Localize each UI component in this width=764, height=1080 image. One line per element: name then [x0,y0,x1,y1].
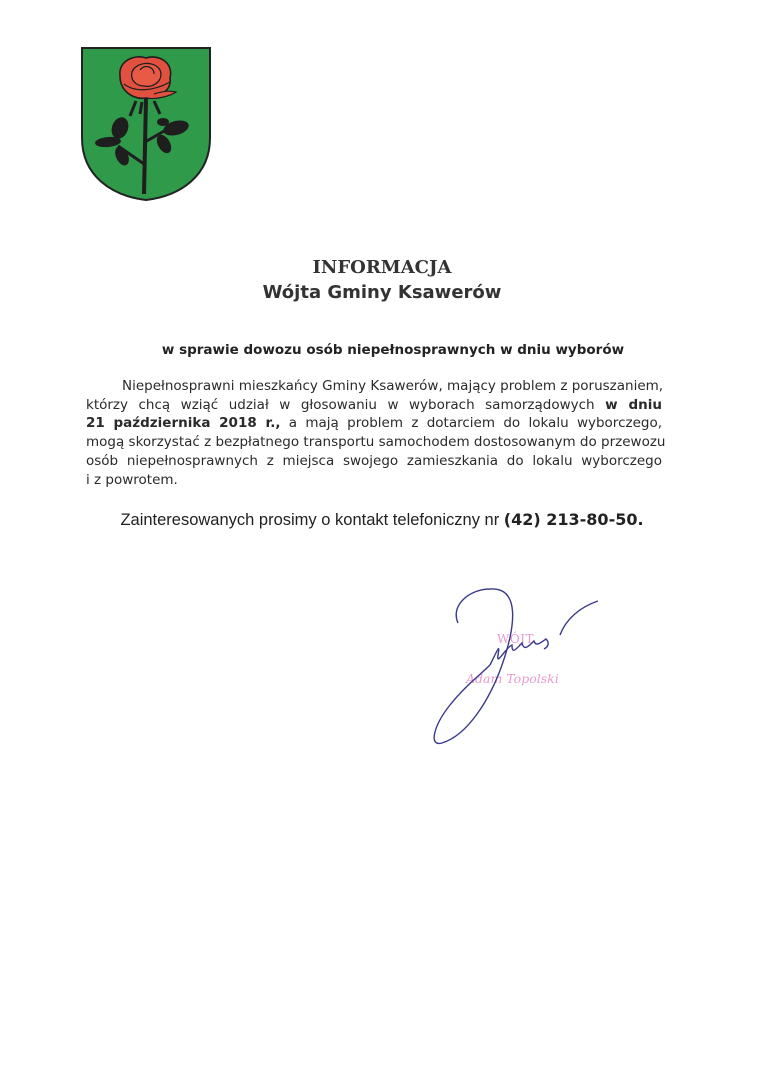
rose-stem [144,98,146,194]
contact-phone: (42) 213-80-50. [503,510,644,529]
body-paragraph [86,377,666,489]
body-text: a mają problem z dotarciem do lokalu wyborczego, [288,415,662,432]
rose-leaf [157,118,169,126]
body-line: Niepełnosprawni mieszkańcy Gminy Ksawerów, mający problem z poruszaniem, [122,378,664,394]
body-line [86,396,662,415]
document-title: INFORMACJA [312,257,452,278]
body-line [86,414,662,433]
contact-line [0,510,764,530]
body-line: i z powrotem. [86,471,178,488]
contact-text: Zainteresowanych prosimy o kontakt telefoniczny nr [120,511,500,529]
document-author-title: Wójta Gminy Ksawerów [262,282,502,303]
stamp-name: Adam Topolski [466,671,559,686]
date-emphasis: w dniu [605,396,662,413]
document-subject: w sprawie dowozu osób niepełnosprawnych w dniu wyborów [161,342,625,358]
stamp-title: WÓJT [497,632,534,646]
body-line: osób niepełnosprawnych z miejsca swojego zamieszkania do lokalu wyborczego [86,452,662,469]
coat-of-arms-emblem [80,46,212,202]
date-emphasis: 21 października 2018 r., [86,415,281,432]
handwritten-signature [420,575,620,750]
rose-flower [120,57,176,99]
body-text: którzy chcą wziąć udział w głosowaniu w wyborach samorządowych [86,396,595,413]
body-line: mogą skorzystać z bezpłatnego transportu samochodem dostosowanym do przewozu [86,434,666,451]
